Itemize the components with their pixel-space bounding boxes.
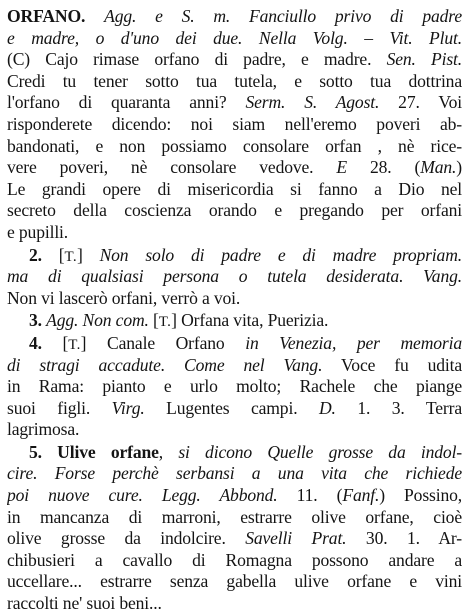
text-run: (C) Cajo rimase orfano di padre, e madre. xyxy=(7,49,387,70)
italic-run: Serm. S. Agost. xyxy=(245,92,380,113)
text-run: Credi tu tener sotto tua tutela, e sotto tua dottrina xyxy=(7,70,462,91)
italic-run: Fanf. xyxy=(342,485,380,506)
source-tag: T. xyxy=(64,248,77,265)
entry-line xyxy=(7,179,462,201)
dictionary-entry-orfano xyxy=(7,6,462,615)
text-run: chibusieri a cavallo di Romagna possono andare a xyxy=(7,549,462,570)
text-run: uccellare... estrarre senza gabella ulive orfane e vini xyxy=(7,571,462,592)
entry-line xyxy=(7,288,462,310)
italic-run: di stragi accadute. Come nel Vang. xyxy=(7,354,323,375)
entry-line xyxy=(7,6,462,28)
italic-run: poi nuove cure. Legg. Abbond. xyxy=(7,485,278,506)
italic-run: cire. Forse perchè serbansi a una vita che richiede xyxy=(7,463,462,484)
text-run: 11. ( xyxy=(277,485,343,506)
text-run: ] Orfana vita, Puerizia. xyxy=(171,310,329,331)
text-run: in Rama: pianto e urlo molto; Rachele che piange xyxy=(7,376,462,397)
text-run: Non vi lascerò orfani, verrò a voi. xyxy=(7,287,241,308)
italic-run: D. xyxy=(318,397,336,418)
entry-line xyxy=(7,550,462,572)
entry-line xyxy=(7,200,462,222)
entry-line xyxy=(7,593,462,615)
text-run: l'orfano di quaranta anni? xyxy=(7,92,246,113)
text-run: [ xyxy=(148,310,159,331)
text-run: Voce fu udita xyxy=(322,354,462,375)
entry-line xyxy=(7,136,462,158)
text-run: ] Canale Orfano xyxy=(80,332,246,353)
text-run: 28. ( xyxy=(347,157,421,178)
text-run: in mancanza di marroni, estrarre olive orfane, cioè xyxy=(7,506,462,527)
text-run xyxy=(85,6,104,26)
text-run: raccolti ne' suoi beni... xyxy=(7,593,162,614)
text-run: 30. 1. Ar- xyxy=(346,528,462,549)
entry-line xyxy=(7,376,462,398)
entry-line xyxy=(7,310,462,332)
text-run: ] xyxy=(76,244,100,265)
text-run: Lugentes campi. xyxy=(144,397,319,418)
entry-line xyxy=(7,463,462,485)
entry-line xyxy=(7,507,462,529)
text-run: 27. Voi xyxy=(379,92,462,113)
italic-run: Sen. Pist. xyxy=(386,49,462,70)
text-run: risponderete dicendo: noi siam nell'eremo poveri ab- xyxy=(7,113,462,134)
entry-line xyxy=(7,355,462,377)
entry-line xyxy=(7,222,462,244)
entry-line xyxy=(7,49,462,71)
entry-line xyxy=(7,398,462,420)
italic-run: ma di qualsiasi persona o tutela desiderata. Vang. xyxy=(7,266,462,287)
entry-line xyxy=(7,28,462,50)
text-run: Le grandi opere di misericordia si fanno a Dio nel xyxy=(7,178,462,199)
entry-line xyxy=(7,333,462,355)
italic-run: in Venezia, per memoria xyxy=(245,332,462,353)
text-run: ) Possino, xyxy=(379,485,462,506)
text-run: [ xyxy=(41,332,69,353)
sense-marker: 5. Ulive orfane xyxy=(29,441,159,462)
italic-run: Agg. Non com. xyxy=(46,310,149,331)
headword: ORFANO. xyxy=(7,6,86,26)
italic-run: Virg. xyxy=(111,397,145,418)
italic-run: si dicono Quelle grosse da indol- xyxy=(178,441,462,462)
italic-run: Non solo di padre e di madre propriam. xyxy=(99,244,462,265)
text-run: ) xyxy=(456,157,462,178)
text-run: 1. 3. Terra xyxy=(335,397,462,418)
text-run: , xyxy=(158,441,179,462)
entry-line xyxy=(7,528,462,550)
entry-line xyxy=(7,442,462,464)
italic-run: Savelli Prat. xyxy=(245,528,347,549)
sense-marker: 2. xyxy=(29,244,42,265)
source-tag: T. xyxy=(68,336,81,353)
entry-line xyxy=(7,266,462,288)
entry-line xyxy=(7,245,462,267)
entry-line xyxy=(7,92,462,114)
entry-line xyxy=(7,419,462,441)
italic-run: Man. xyxy=(420,157,457,178)
text-run: suoi figli. xyxy=(7,397,112,418)
italic-run: E xyxy=(336,157,348,178)
sense-marker: 3. xyxy=(29,310,42,331)
italic-run: e madre, o d'uno dei due. Nella Volg. – Vit. Plut. xyxy=(7,27,462,48)
text-run: lagrimosa. xyxy=(7,419,80,440)
entry-line xyxy=(7,571,462,593)
italic-run: Agg. e S. m. Fanciullo privo di padre xyxy=(104,6,462,26)
text-run: olive grosse da indolcire. xyxy=(7,528,246,549)
text-run: secreto della coscienza orando e pregando per orfani xyxy=(7,200,462,221)
entry-line xyxy=(7,485,462,507)
text-run: [ xyxy=(41,244,65,265)
text-run: bandonati, e non possiamo consolare orfan , nè rice- xyxy=(7,135,462,156)
entry-line xyxy=(7,157,462,179)
entry-line xyxy=(7,71,462,93)
text-run: e pupilli. xyxy=(7,221,69,242)
sense-marker: 4. xyxy=(29,332,42,353)
source-tag: T. xyxy=(158,314,172,331)
entry-line xyxy=(7,114,462,136)
text-run: vere poveri, nè consolare vedove. xyxy=(7,157,337,178)
